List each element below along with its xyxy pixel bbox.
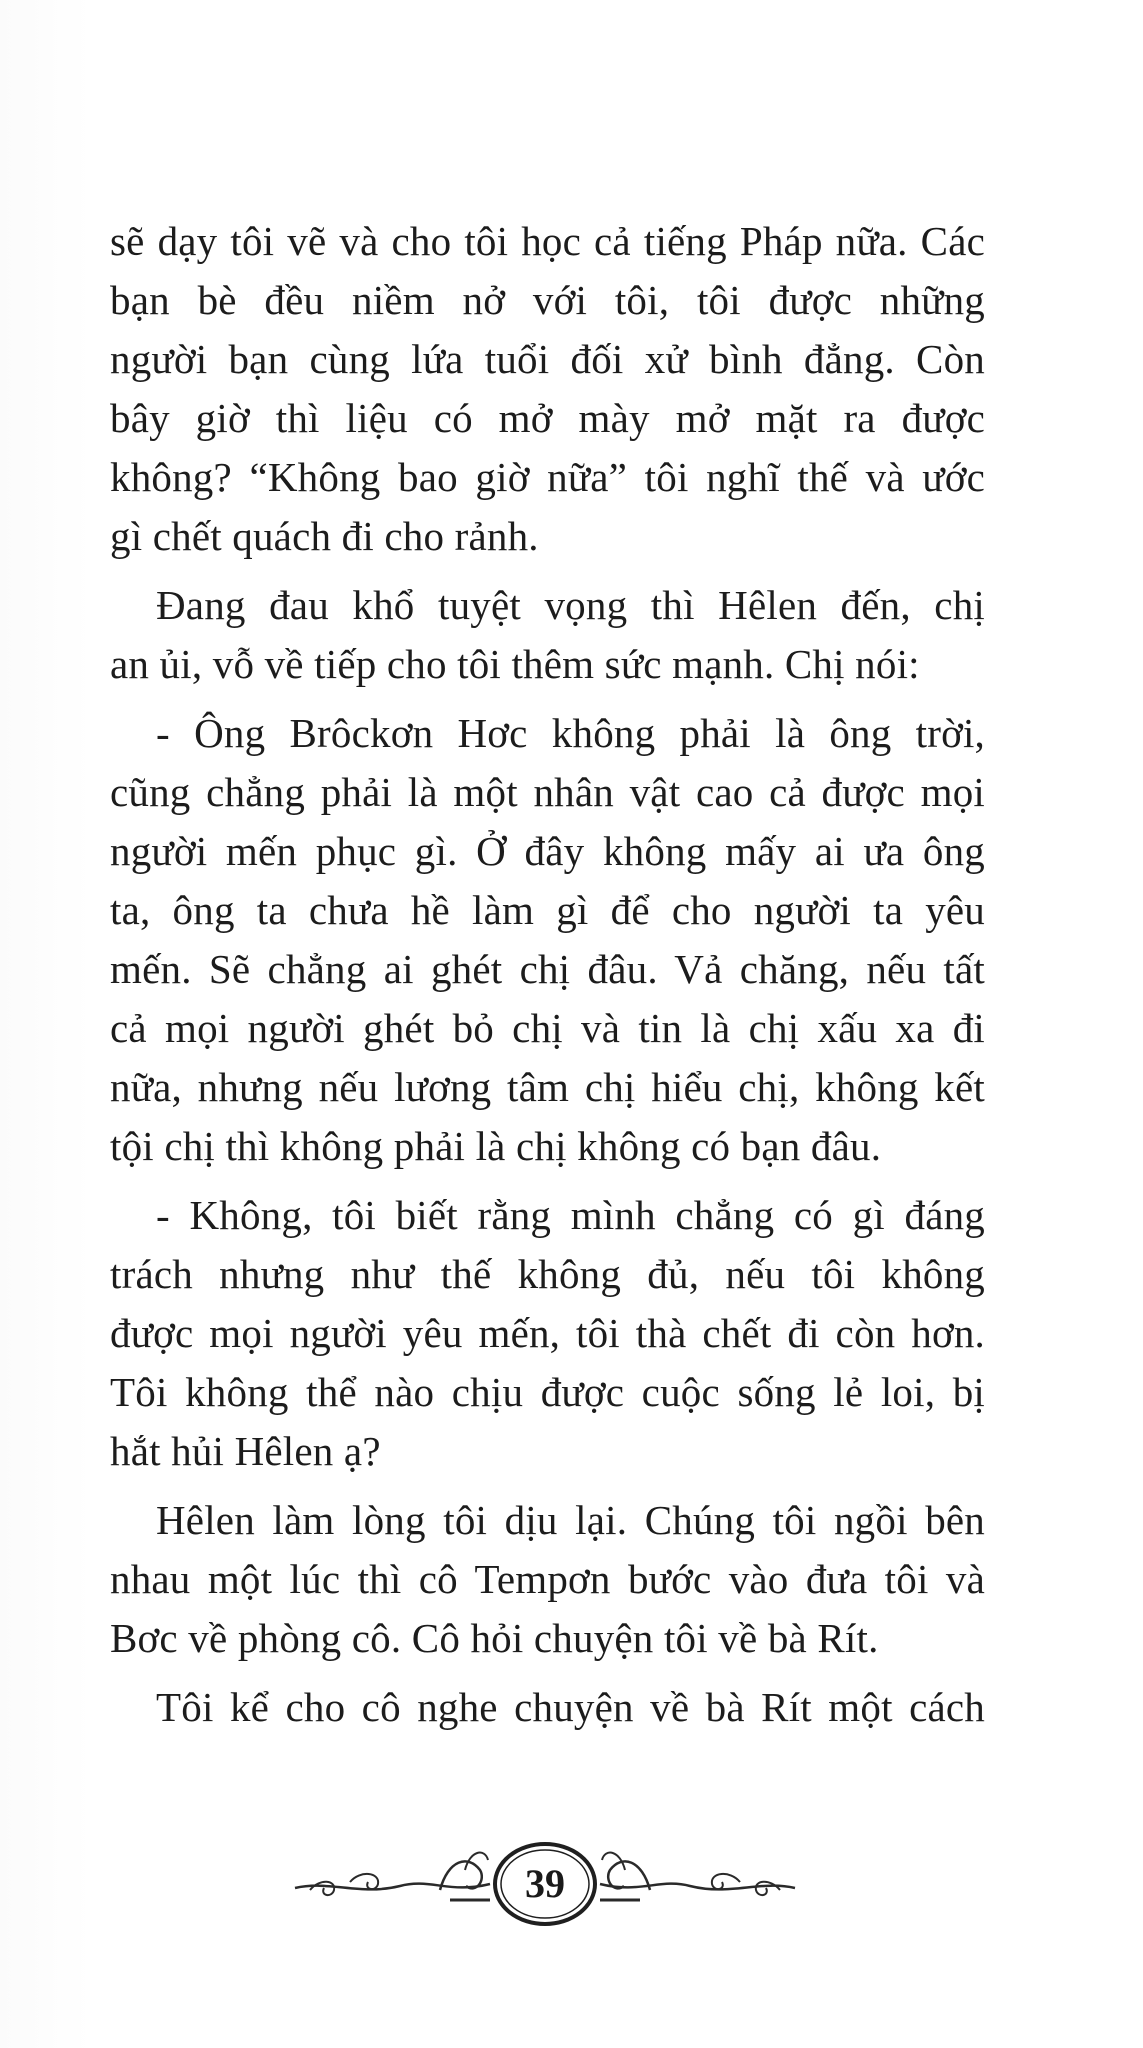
text-line: hắt hủi Hêlen ạ?	[110, 1428, 381, 1474]
text-line: cũng chẳng phải là một nhân vật cao cả được mọi	[110, 769, 985, 815]
text-line: mến. Sẽ chẳng ai ghét chị đâu. Vả chăng, nếu tất	[110, 946, 985, 992]
text-line: - Ông Brôckơn Hơc không phải là ông trời,	[156, 710, 985, 756]
text-line: an ủi, vỗ về tiếp cho tôi thêm sức mạnh. Chị nói:	[110, 641, 920, 687]
paragraph-3	[110, 704, 985, 1176]
text-line: Hêlen làm lòng tôi dịu lại. Chúng tôi ngồi bên	[156, 1497, 985, 1543]
paragraph-2	[110, 576, 985, 694]
text-line: cả mọi người ghét bỏ chị và tin là chị xấu xa đi	[110, 1005, 985, 1051]
text-line: Tôi không thể nào chịu được cuộc sống lẻ loi, bị	[110, 1369, 985, 1415]
text-line: Đang đau khổ tuyệt vọng thì Hêlen đến, chị	[156, 582, 985, 628]
text-line: trách nhưng như thế không đủ, nếu tôi không	[110, 1251, 985, 1297]
body-text	[110, 212, 985, 1737]
paragraph-6	[110, 1678, 985, 1737]
text-line: Bơc về phòng cô. Cô hỏi chuyện tôi về bà Rít.	[110, 1615, 879, 1661]
text-line: nữa, nhưng nếu lương tâm chị hiểu chị, không kết	[110, 1064, 985, 1110]
paragraph-4	[110, 1186, 985, 1481]
page-number: 39	[525, 1861, 565, 1906]
text-line: người mến phục gì. Ở đây không mấy ai ưa ông	[110, 828, 985, 874]
text-line: sẽ dạy tôi vẽ và cho tôi học cả tiếng Pháp nữa. Các	[110, 218, 985, 264]
paragraph-1	[110, 212, 985, 566]
text-line: tội chị thì không phải là chị không có bạn đâu.	[110, 1123, 882, 1169]
text-line: gì chết quách đi cho rảnh.	[110, 513, 539, 559]
text-line: được mọi người yêu mến, tôi thà chết đi còn hơn.	[110, 1310, 985, 1356]
text-line: Tôi kể cho cô nghe chuyện về bà Rít một cách	[156, 1684, 985, 1730]
page-footer	[290, 1830, 800, 1940]
text-line: bạn bè đều niềm nở với tôi, tôi được những	[110, 277, 985, 323]
text-line: ta, ông ta chưa hề làm gì để cho người ta yêu	[110, 887, 985, 933]
text-line: - Không, tôi biết rằng mình chẳng có gì đáng	[156, 1192, 985, 1238]
text-line: người bạn cùng lứa tuổi đối xử bình đẳng. Còn	[110, 336, 985, 382]
paragraph-5	[110, 1491, 985, 1668]
text-line: không? “Không bao giờ nữa” tôi nghĩ thế và ước	[110, 454, 985, 500]
text-line: nhau một lúc thì cô Tempơn bước vào đưa tôi và	[110, 1556, 985, 1602]
text-line: bây giờ thì liệu có mở mày mở mặt ra được	[110, 395, 985, 441]
